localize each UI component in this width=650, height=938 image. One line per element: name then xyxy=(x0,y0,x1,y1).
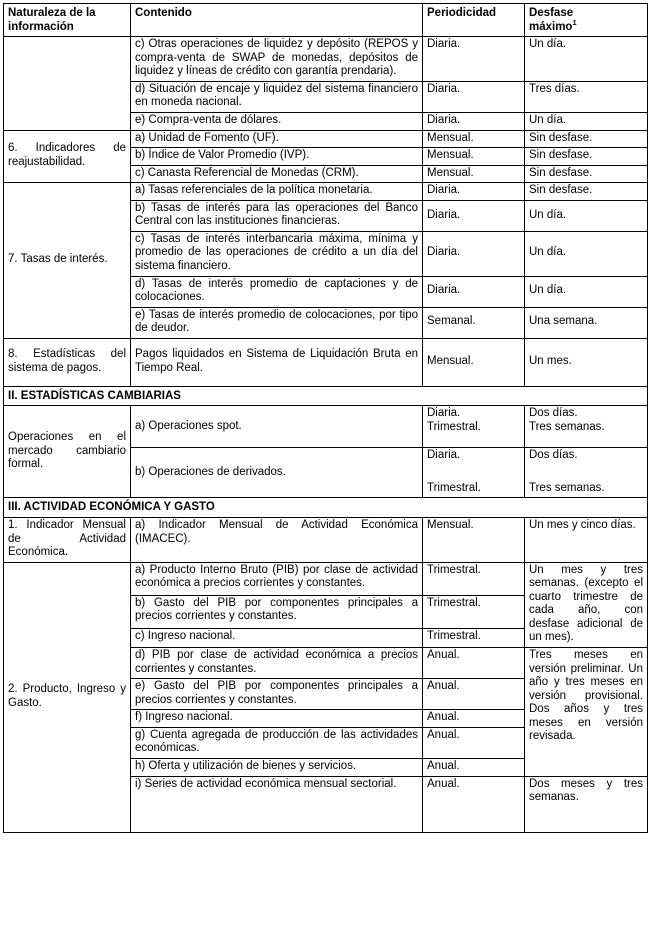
section-iii-row xyxy=(4,498,648,518)
cell-periodicity: Trimestral. xyxy=(423,629,525,648)
cell-content: g) Cuenta agregada de producción de las actividades económicas. xyxy=(131,727,423,758)
group-cell-mercado-cambiario: Operaciones en el mercado cambiario formal. xyxy=(4,406,131,498)
cell-periodicity: Diaria. xyxy=(423,231,525,276)
group-cell-estadisticas-pagos: 8. Estadísticas del sistema de pagos. xyxy=(4,338,131,386)
col-header-periodicidad: Periodicidad xyxy=(423,4,525,37)
cell-periodicity: Anual. xyxy=(423,710,525,728)
lag-stack xyxy=(529,449,643,495)
section-iii-title: III. ACTIVIDAD ECONÓMICA Y GASTO xyxy=(4,498,648,518)
cell-periodicity: Anual. xyxy=(423,648,525,679)
desfase-header-text: Desfase máximo xyxy=(529,7,574,33)
cell-lag: Tres meses en versión preliminar. Un año y tres meses en versión provisional. Dos años y tres meses en versión revisada. xyxy=(525,648,648,777)
cell-content: e) Tasas de interés promedio de colocaciones, por tipo de deudor. xyxy=(131,307,423,338)
cell-lag: Un mes y tres semanas. (excepto el cuarto trimestre de cada año, con desfase adicional de un mes). xyxy=(525,562,648,647)
cell-periodicity: Mensual. xyxy=(423,517,525,562)
cell-content: d) Situación de encaje y liquidez del sistema financiero en moneda nacional. xyxy=(131,81,423,112)
cell-content: b) Operaciones de derivados. xyxy=(131,448,423,498)
cell-lag: Sin desfase. xyxy=(525,148,648,166)
cell-content: b) Índice de Valor Promedio (IVP). xyxy=(131,148,423,166)
cell-content: Pagos liquidados en Sistema de Liquidación Bruta en Tiempo Real. xyxy=(131,338,423,386)
cell-content: a) Unidad de Fomento (UF). xyxy=(131,130,423,148)
table-row xyxy=(4,406,648,448)
cell-lag: Un día. xyxy=(525,112,648,130)
statistics-table xyxy=(3,3,648,833)
table-row xyxy=(4,338,648,386)
periodicity-line: Diaria. xyxy=(427,407,461,420)
desfase-header-text-wrap xyxy=(529,7,595,34)
table-header-row xyxy=(4,4,648,37)
cell-lag: Un mes. xyxy=(525,338,648,386)
cell-content: f) Ingreso nacional. xyxy=(131,710,423,728)
cell-lag xyxy=(525,406,648,448)
periodicity-line: Diaria. xyxy=(427,449,461,462)
cell-periodicity: Anual. xyxy=(423,679,525,710)
cell-content: c) Ingreso nacional. xyxy=(131,629,423,648)
cell-periodicity: Trimestral. xyxy=(423,595,525,628)
lag-line: Dos días. xyxy=(529,407,578,420)
cell-periodicity: Anual. xyxy=(423,758,525,776)
cell-content: c) Canasta Referencial de Monedas (CRM). xyxy=(131,165,423,183)
lag-line: Tres semanas. xyxy=(529,481,605,494)
cell-periodicity: Semanal. xyxy=(423,307,525,338)
cell-content: a) Tasas referenciales de la política monetaria. xyxy=(131,183,423,201)
cell-lag xyxy=(525,448,648,498)
cell-periodicity: Anual. xyxy=(423,727,525,758)
footnote-marker: 1 xyxy=(572,17,577,27)
cell-lag: Un día. xyxy=(525,37,648,82)
cell-periodicity: Trimestral. xyxy=(423,562,525,595)
cell-lag: Dos meses y tres semanas. xyxy=(525,776,648,832)
table-row xyxy=(4,37,648,82)
section-ii-row xyxy=(4,386,648,406)
cell-lag: Un día. xyxy=(525,200,648,231)
col-header-naturaleza: Naturaleza de la información xyxy=(4,4,131,37)
cell-periodicity: Diaria. xyxy=(423,37,525,82)
cell-periodicity: Diaria. xyxy=(423,81,525,112)
cell-periodicity: Mensual. xyxy=(423,165,525,183)
periodicity-stack xyxy=(427,449,520,495)
cell-periodicity: Anual. xyxy=(423,776,525,832)
cell-content: i) Series de actividad económica mensual sectorial. xyxy=(131,776,423,832)
group-cell-continued xyxy=(4,37,131,130)
cell-periodicity xyxy=(423,406,525,448)
table-row xyxy=(4,517,648,562)
cell-content: b) Tasas de interés para las operaciones del Banco Central con las instituciones financieras. xyxy=(131,200,423,231)
table-row xyxy=(4,183,648,201)
cell-lag: Sin desfase. xyxy=(525,165,648,183)
cell-content: a) Indicador Mensual de Actividad Económica (IMACEC). xyxy=(131,517,423,562)
cell-content: h) Oferta y utilización de bienes y servicios. xyxy=(131,758,423,776)
group-cell-imacec: 1. Indicador Mensual de Actividad Económica. xyxy=(4,517,131,562)
group-cell-producto-ingreso-gasto: 2. Producto, Ingreso y Gasto. xyxy=(4,562,131,832)
cell-content: d) Tasas de interés promedio de captaciones y de colocaciones. xyxy=(131,276,423,307)
group-cell-tasas-interes: 7. Tasas de interés. xyxy=(4,183,131,339)
cell-periodicity: Diaria. xyxy=(423,183,525,201)
cell-lag: Un día. xyxy=(525,276,648,307)
section-ii-title: II. ESTADÍSTICAS CAMBIARIAS xyxy=(4,386,648,406)
cell-periodicity: Diaria. xyxy=(423,112,525,130)
lag-line: Tres semanas. xyxy=(529,420,605,433)
periodicity-line: Trimestral. xyxy=(427,420,481,433)
cell-periodicity: Diaria. xyxy=(423,200,525,231)
cell-content: c) Tasas de interés interbancaria máxima, mínima y promedio de las operaciones de crédito a un día del sistema financiero. xyxy=(131,231,423,276)
cell-lag: Sin desfase. xyxy=(525,183,648,201)
cell-lag: Sin desfase. xyxy=(525,130,648,148)
cell-content: a) Producto Interno Bruto (PIB) por clase de actividad económica a precios corrientes y constantes. xyxy=(131,562,423,595)
cell-content: e) Gasto del PIB por componentes principales a precios corrientes y constantes. xyxy=(131,679,423,710)
cell-content: c) Otras operaciones de liquidez y depósito (REPOS y compra-venta de SWAP de monedas, depósitos de liquidez y líneas de crédito con garantía prendaria). xyxy=(131,37,423,82)
cell-content: b) Gasto del PIB por componentes principales a precios corrientes y constantes. xyxy=(131,595,423,628)
cell-content: e) Compra-venta de dólares. xyxy=(131,112,423,130)
cell-periodicity: Mensual. xyxy=(423,148,525,166)
periodicity-line: Trimestral. xyxy=(427,481,481,494)
cell-periodicity: Diaria. xyxy=(423,276,525,307)
cell-lag: Un mes y cinco días. xyxy=(525,517,648,562)
cell-periodicity xyxy=(423,448,525,498)
table-row xyxy=(4,130,648,148)
cell-content: d) PIB por clase de actividad económica a precios corrientes y constantes. xyxy=(131,648,423,679)
col-header-contenido: Contenido xyxy=(131,4,423,37)
cell-periodicity: Mensual. xyxy=(423,130,525,148)
cell-content: a) Operaciones spot. xyxy=(131,406,423,448)
cell-lag: Un día. xyxy=(525,231,648,276)
table-row xyxy=(4,562,648,595)
col-header-desfase xyxy=(525,4,648,37)
cell-periodicity: Mensual. xyxy=(423,338,525,386)
lag-line: Dos días. xyxy=(529,449,578,462)
cell-lag: Tres días. xyxy=(525,81,648,112)
group-cell-indicadores-reajustabilidad: 6. Indicadores de reajustabilidad. xyxy=(4,130,131,183)
cell-lag: Una semana. xyxy=(525,307,648,338)
